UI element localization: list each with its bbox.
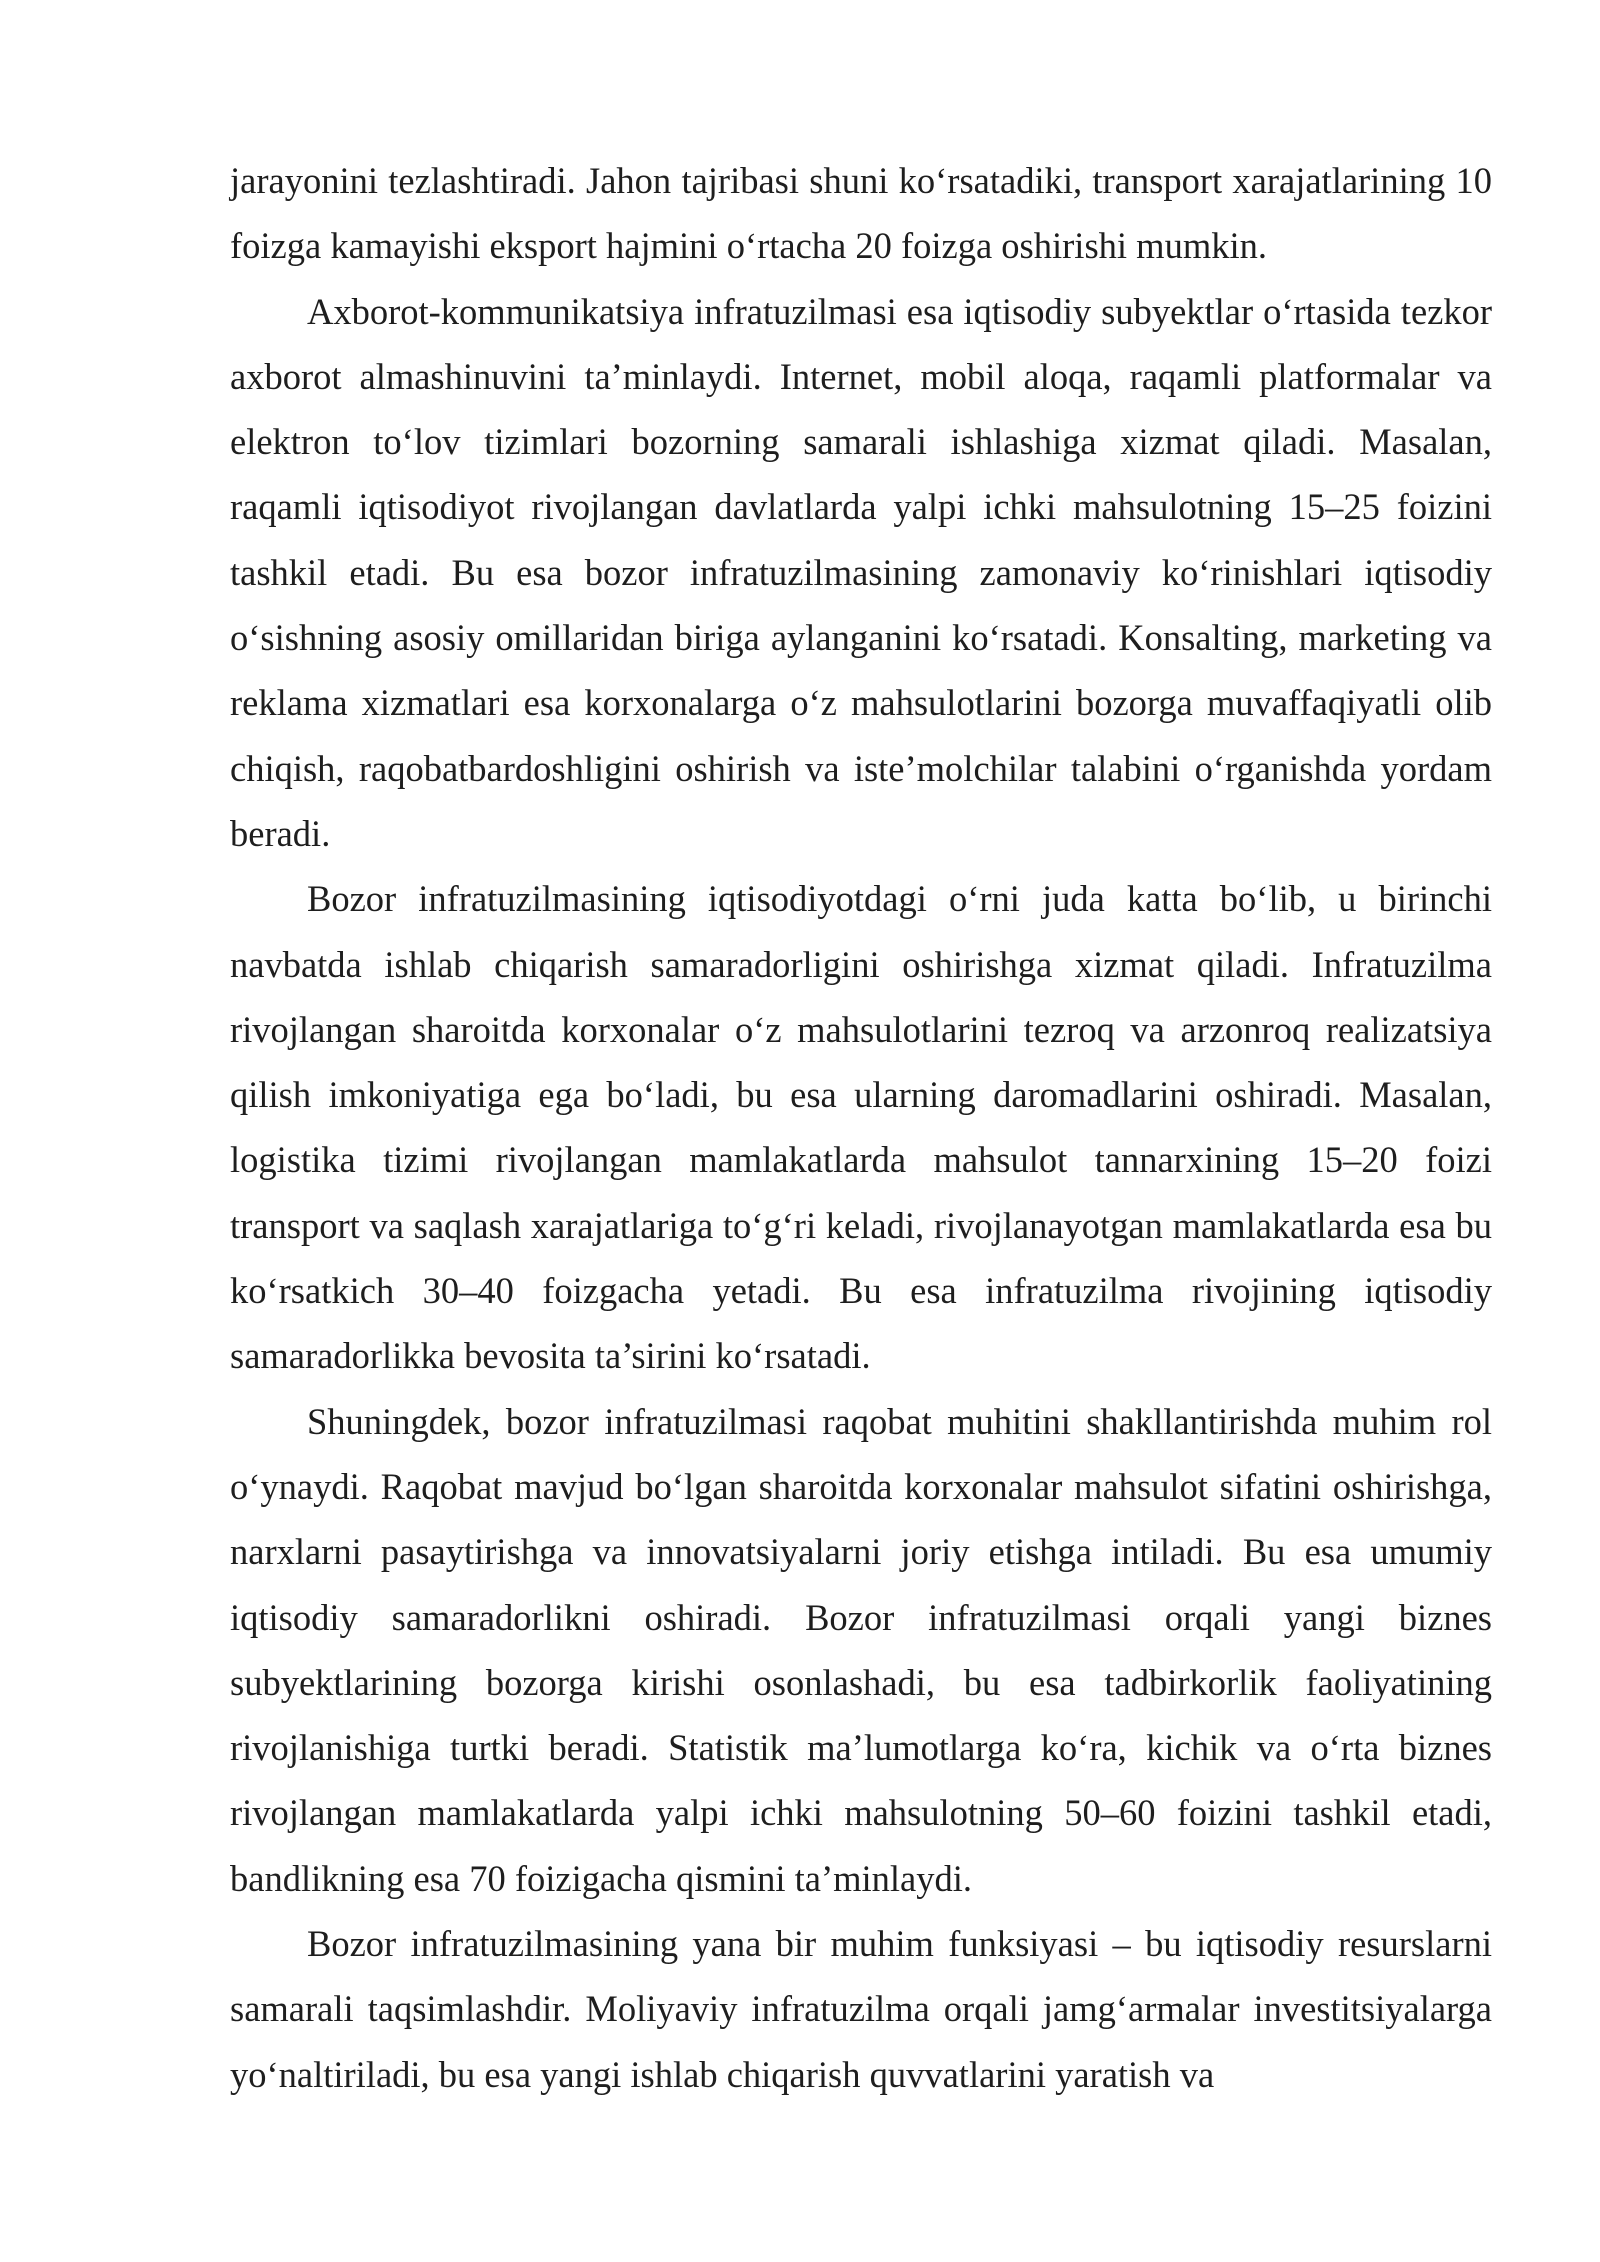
- paragraph-ict-infrastructure: Axborot-kommunikatsiya infratuzilmasi esa iqtisodiy subyektlar o‘rtasida tezkor axborot almashinuvini ta’minlaydi. Internet, mobil aloqa, raqamli platformalar va elektron to‘lov tizimlari bozorning samarali ishlashiga xizmat qiladi. Masalan, raqamli iqtisodiyot rivojlangan davlatlarda yalpi ichki mahsulotning 15–25 foizini tashkil etadi. Bu esa bozor infratuzilmasining zamonaviy ko‘rinishlari iqtisodiy o‘sishning asosiy omillaridan biriga aylanganini ko‘rsatadi. Konsalting, marketing va reklama xizmatlari esa korxonalarga o‘z mahsulotlarini bozorga muvaffaqiyatli olib chiqish, raqobatbardoshligini oshirish va iste’molchilar talabini o‘rganishda yordam beradi.: [230, 290, 1492, 854]
- paragraph-role-in-economy: Bozor infratuzilmasining iqtisodiyotdagi o‘rni juda katta bo‘lib, u birinchi navbatda ishlab chiqarish samaradorligini oshirishga xizmat qiladi. Infratuzilma rivojlangan sharoitda korxonalar o‘z mahsulotlarini tezroq va arzonroq realizatsiya qilish imkoniyatiga ega bo‘ladi, bu esa ularning daromadlarini oshiradi. Masalan, logistika tizimi rivojlangan mamlakatlarda mahsulot tannarxining 15–20 foizi transport va saqlash xarajatlariga to‘g‘ri keladi, rivojlanayotgan mamlakatlarda esa bu ko‘rsatkich 30–40 foizgacha yetadi. Bu esa infratuzilma rivojining iqtisodiy samaradorlikka bevosita ta’sirini ko‘rsatadi.: [230, 878, 1492, 1377]
- paragraph-competition: Shuningdek, bozor infratuzilmasi raqobat muhitini shakllantirishda muhim rol o‘ynaydi. Raqobat mavjud bo‘lgan sharoitda korxonalar mahsulot sifatini oshirishga, narxlarni pasaytirishga va innovatsiyalarni joriy etishga intiladi. Bu esa umumiy iqtisodiy samaradorlikni oshiradi. Bozor infratuzilmasi orqali yangi biznes subyektlarining bozorga kirishi osonlashadi, bu esa tadbirkorlik faoliyatining rivojlanishiga turtki beradi. Statistik ma’lumotlarga ko‘ra, kichik va o‘rta biznes rivojlangan mamlakatlarda yalpi ichki mahsulotning 50–60 foizini tashkil etadi, bandlikning esa 70 foizigacha qismini ta’minlaydi.: [230, 1400, 1492, 1899]
- paragraph-continuation: jarayonini tezlashtiradi. Jahon tajribasi shuni ko‘rsatadiki, transport xarajatlarining 10 foizga kamayishi eksport hajmini o‘rtacha 20 foizga oshirishi mumkin.: [230, 160, 1492, 267]
- document-page: [230, 148, 1492, 2107]
- paragraph-resource-allocation: Bozor infratuzilmasining yana bir muhim funksiyasi – bu iqtisodiy resurslarni samarali taqsimlashdir. Moliyaviy infratuzilma orqali jamg‘armalar investitsiyalarga yo‘naltiriladi, bu esa yangi ishlab chiqarish quvvatlarini yaratish va: [230, 1923, 1492, 2095]
